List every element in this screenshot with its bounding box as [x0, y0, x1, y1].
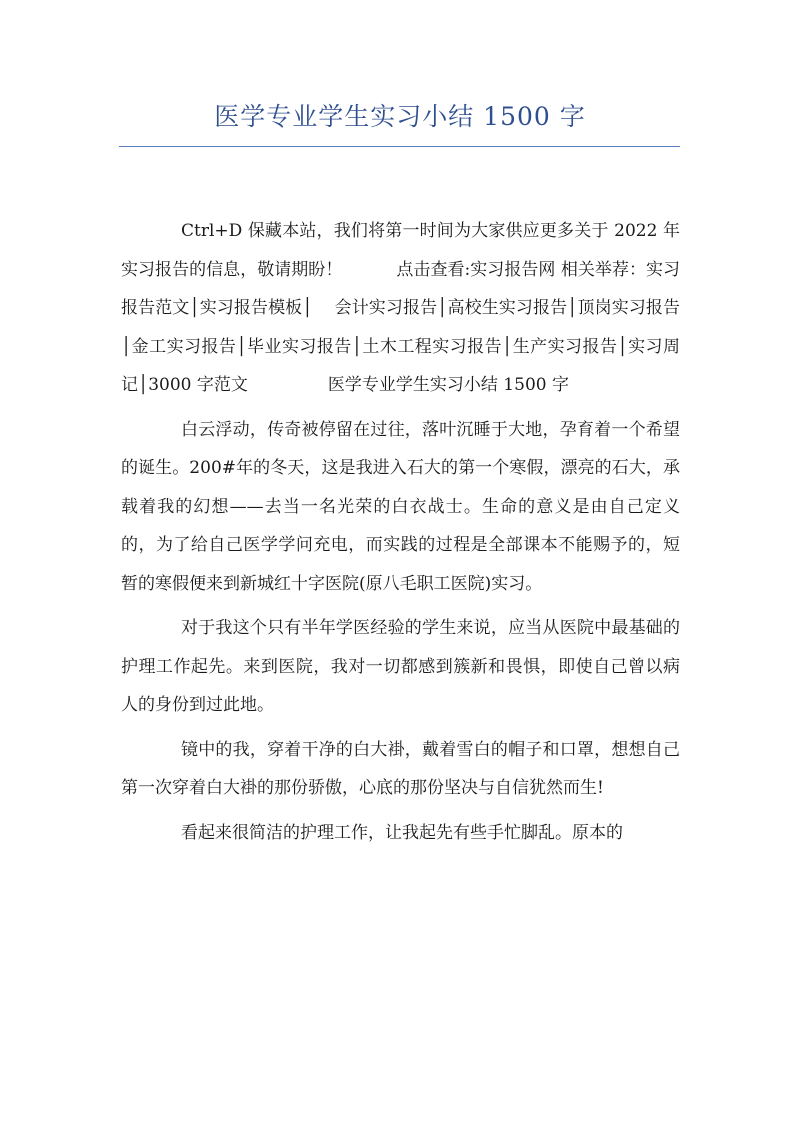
body-paragraph: 看起来很简洁的护理工作，让我起先有些手忙脚乱。原本的	[181, 822, 623, 843]
body-paragraph: 镜中的我，穿着干净的白大褂，戴着雪白的帽子和口罩，想想自己第一次穿着白大褂的那份骄傲，心底的那份坚决与自信犹然而生!	[121, 739, 680, 798]
body-paragraph: 对于我这个只有半年学医经验的学生来说，应当从医院中最基础的护理工作起先。来到医院，我对一切都感到簇新和畏惧，即使自己曾以病人的身份到过此地。	[121, 618, 680, 715]
document-body	[121, 212, 680, 852]
title-divider	[119, 146, 680, 147]
intro-paragraph	[121, 212, 680, 405]
related-links[interactable]: 会计实习报告│高校生实习报告│顶岗实习报告│金工实习报告│毕业实习报告│土木工程实习报告│生产实习报告│实习周记│3000 字范文	[121, 298, 680, 395]
subtitle-repeat: 医学专业学生实习小结 1500 字	[327, 375, 569, 395]
body-paragraph: 白云浮动，传奇被停留在过往，落叶沉睡于大地，孕育着一个希望的诞生。200#年的冬天，这是我进入石大的第一个寒假，漂亮的石大，承载着我的幻想——去当一名光荣的白衣战士。生命的意义是由自己定义的，为了给自己医学学问充电，而实践的过程是全部课本不能赐予的，短暂的寒假便来到新城红十字医院(原八毛职工医院)实习。	[121, 419, 680, 594]
related-label: 相关举荐：	[560, 259, 646, 280]
view-more-link[interactable]: 点击查看:实习报告网	[396, 259, 556, 280]
bookmark-notice: Ctrl+D 保藏本站，我们将第一时间为大家供应更多关于 2022 年实习报告的信息，敬请期盼！	[121, 221, 680, 280]
document-title: 医学专业学生实习小结 1500 字	[214, 102, 586, 131]
related-links-first[interactable]: 实习报告范文│实习报告模板│	[121, 259, 681, 318]
